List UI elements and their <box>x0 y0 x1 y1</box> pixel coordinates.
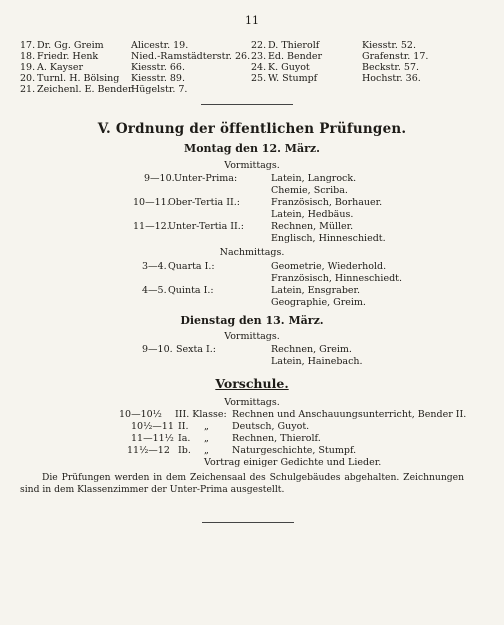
staff-num: 24. <box>251 62 267 73</box>
exam-time: 9—10. <box>142 344 173 355</box>
staff-num: 19. <box>20 62 36 73</box>
staff-name: K. Guyot <box>268 62 310 73</box>
ditto-mark: „ <box>204 421 209 432</box>
exam-class: Sexta I.: <box>176 344 216 355</box>
staff-num: 17. <box>20 40 36 51</box>
exam-class: Ober-Tertia II.: <box>168 197 240 208</box>
exam-class: Ia. <box>178 433 191 444</box>
exam-subject: Chemie, Scriba. <box>271 185 348 196</box>
exam-time: 4—5. <box>142 285 167 296</box>
staff-address: Nied.-Ramstädterstr. 26. <box>131 51 251 62</box>
staff-num: 22. <box>251 40 267 51</box>
session-heading: Vormittags. <box>224 331 280 342</box>
staff-address: Alicestr. 19. <box>131 40 189 51</box>
exam-time: 10½—11 <box>131 421 174 432</box>
session-heading: Vormittags. <box>224 160 280 171</box>
exam-subject: Französisch, Borhauer. <box>271 197 383 208</box>
exam-subject: Latein, Hedbäus. <box>271 209 354 220</box>
staff-num: 25. <box>251 73 267 84</box>
vorschule-heading: Vorschule. <box>215 376 289 391</box>
exam-time: 10—11. <box>133 197 170 208</box>
exam-subject: Französisch, Hinneschiedt. <box>271 273 402 284</box>
ditto-mark: „ <box>204 445 209 456</box>
exam-subject: Naturgeschichte, Stumpf. <box>232 445 357 456</box>
staff-num: 21. <box>20 84 36 95</box>
ditto-mark: „ <box>204 433 209 444</box>
vortrag-line: Vortrag einiger Gedichte und Lieder. <box>204 457 382 468</box>
footnote: Die Prüfungen werden in dem Zeichensaal des Schulgebäudes abgehalten. Zeichnungen sind in dem Klassenzimmer der Unter-Prima ausgestellt. <box>20 472 464 495</box>
page-number: 11 <box>245 14 259 27</box>
divider <box>201 104 293 105</box>
staff-name: D. Thierolf <box>268 40 320 51</box>
exam-subject: Rechnen, Thierolf. <box>232 433 321 444</box>
exam-class: Ib. <box>178 445 191 456</box>
exam-class: Unter-Tertia II.: <box>168 221 245 232</box>
day-heading: Dienstag den 13. März. <box>180 314 324 327</box>
staff-name: Ed. Bender <box>268 51 323 62</box>
exam-time: 10—10½ <box>119 409 162 420</box>
exam-class: Unter-Prima: <box>174 173 238 184</box>
exam-time: 11½—12 <box>127 445 170 456</box>
staff-num: 23. <box>251 51 267 62</box>
exam-subject: Deutsch, Guyot. <box>232 421 310 432</box>
staff-name: Turnl. H. Bölsing <box>37 73 120 84</box>
staff-address: Hochstr. 36. <box>362 73 421 84</box>
exam-class: II. <box>178 421 189 432</box>
exam-time: 3—4. <box>142 261 167 272</box>
section-title: V. Ordnung der öffentlichen Prüfungen. <box>97 121 407 137</box>
exam-time: 11—12. <box>133 221 170 232</box>
exam-subject: Latein, Ensgraber. <box>271 285 361 296</box>
day-heading: Montag den 12. März. <box>184 142 320 155</box>
staff-name: Dr. Gg. Greim <box>37 40 104 51</box>
exam-subject: Geographie, Greim. <box>271 297 366 308</box>
exam-time: 9—10. <box>144 173 175 184</box>
exam-time: 11—11½ <box>131 433 174 444</box>
exam-subject: Latein, Langrock. <box>271 173 357 184</box>
exam-class: Quinta I.: <box>168 285 214 296</box>
session-heading: Vormittags. <box>224 397 280 408</box>
session-heading: Nachmittags. <box>219 247 285 258</box>
staff-num: 20. <box>20 73 36 84</box>
staff-name: Zeichenl. E. Bender <box>37 84 133 95</box>
staff-name: A. Kayser <box>37 62 84 73</box>
exam-subject: Rechnen, Müller. <box>271 221 354 232</box>
exam-subject: Englisch, Hinneschiedt. <box>271 233 386 244</box>
exam-class: III. Klasse: <box>175 409 227 420</box>
exam-subject: Rechnen, Greim. <box>271 344 352 355</box>
staff-address: Grafenstr. 17. <box>362 51 429 62</box>
exam-subject: Rechnen und Anschauungsunterricht, Bender II. <box>232 409 467 420</box>
exam-subject: Geometrie, Wiederhold. <box>271 261 387 272</box>
staff-address: Beckstr. 57. <box>362 62 420 73</box>
staff-address: Kiesstr. 66. <box>131 62 185 73</box>
exam-class: Quarta I.: <box>168 261 215 272</box>
staff-name: Friedr. Henk <box>37 51 99 62</box>
exam-subject: Latein, Hainebach. <box>271 356 363 367</box>
staff-address: Hügelstr. 7. <box>131 84 188 95</box>
staff-num: 18. <box>20 51 36 62</box>
staff-address: Kiesstr. 52. <box>362 40 416 51</box>
divider <box>202 522 294 523</box>
staff-name: W. Stumpf <box>268 73 318 84</box>
staff-address: Kiesstr. 89. <box>131 73 185 84</box>
